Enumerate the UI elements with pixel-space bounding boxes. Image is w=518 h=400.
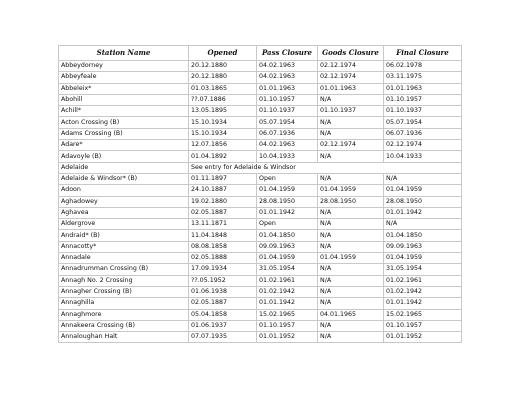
see-entry-note: See entry for Adelaide & Windsor bbox=[189, 162, 462, 173]
pass-closure-cell: 01.02.1961 bbox=[257, 275, 318, 286]
opened-cell: 01.06.1937 bbox=[189, 320, 257, 331]
station-name-cell: Annakeera Crossing (B) bbox=[59, 320, 189, 331]
opened-cell: 15.10.1934 bbox=[189, 117, 257, 128]
header-station-name: Station Name bbox=[59, 46, 189, 61]
station-name-cell: Aghavea bbox=[59, 207, 189, 218]
opened-cell: 08.08.1858 bbox=[189, 241, 257, 252]
goods-closure-cell: 02.12.1974 bbox=[318, 72, 384, 83]
final-closure-cell: 01.01.1963 bbox=[384, 83, 462, 94]
table-row bbox=[59, 128, 462, 139]
final-closure-cell: 01.10.1937 bbox=[384, 106, 462, 117]
station-name-cell: Annagher Crossing (B) bbox=[59, 286, 189, 297]
final-closure-cell: 01.02.1942 bbox=[384, 286, 462, 297]
station-name-cell: Adavoyle (B) bbox=[59, 151, 189, 162]
goods-closure-cell: 02.12.1974 bbox=[318, 140, 384, 151]
station-name-cell: Annacotty* bbox=[59, 241, 189, 252]
station-name-cell: Abohill bbox=[59, 94, 189, 105]
table-row bbox=[59, 196, 462, 207]
opened-cell: 19.02.1880 bbox=[189, 196, 257, 207]
station-name-cell: Annaghmore bbox=[59, 309, 189, 320]
table-row bbox=[59, 286, 462, 297]
pass-closure-cell: 01.04.1959 bbox=[257, 185, 318, 196]
pass-closure-cell: 04.02.1963 bbox=[257, 72, 318, 83]
station-name-cell: Aghadowey bbox=[59, 196, 189, 207]
goods-closure-cell: 01.04.1959 bbox=[318, 185, 384, 196]
pass-closure-cell: 04.02.1963 bbox=[257, 140, 318, 151]
pass-closure-cell: Open bbox=[257, 173, 318, 184]
table-row bbox=[59, 207, 462, 218]
station-name-cell: Annaghilla bbox=[59, 298, 189, 309]
opened-cell: 20.12.1880 bbox=[189, 72, 257, 83]
final-closure-cell: 06.02.1978 bbox=[384, 61, 462, 72]
final-closure-cell: 01.04.1850 bbox=[384, 230, 462, 241]
table-row bbox=[59, 219, 462, 230]
goods-closure-cell: N/A bbox=[318, 219, 384, 230]
table-row bbox=[59, 241, 462, 252]
table-row bbox=[59, 275, 462, 286]
final-closure-cell: N/A bbox=[384, 219, 462, 230]
final-closure-cell: 09.09.1963 bbox=[384, 241, 462, 252]
station-table-page bbox=[58, 45, 461, 343]
table-row bbox=[59, 94, 462, 105]
goods-closure-cell: N/A bbox=[318, 117, 384, 128]
pass-closure-cell: 04.02.1963 bbox=[257, 61, 318, 72]
final-closure-cell: 01.01.1942 bbox=[384, 298, 462, 309]
table-row bbox=[59, 173, 462, 184]
station-name-cell: Annagh No. 2 Crossing bbox=[59, 275, 189, 286]
opened-cell: 05.04.1858 bbox=[189, 309, 257, 320]
opened-cell: 24.10.1887 bbox=[189, 185, 257, 196]
pass-closure-cell: 31.05.1954 bbox=[257, 264, 318, 275]
goods-closure-cell: 01.10.1937 bbox=[318, 106, 384, 117]
opened-cell: 12.07.1856 bbox=[189, 140, 257, 151]
station-name-cell: Adoon bbox=[59, 185, 189, 196]
opened-cell: 02.05.1888 bbox=[189, 253, 257, 264]
station-name-cell: Annadale bbox=[59, 253, 189, 264]
goods-closure-cell: N/A bbox=[318, 264, 384, 275]
table-row bbox=[59, 61, 462, 72]
station-name-cell: Achill* bbox=[59, 106, 189, 117]
table-row bbox=[59, 106, 462, 117]
opened-cell: ??.07.1886 bbox=[189, 94, 257, 105]
opened-cell: 07.07.1935 bbox=[189, 332, 257, 343]
final-closure-cell: 01.10.1957 bbox=[384, 320, 462, 331]
station-name-cell: Adare* bbox=[59, 140, 189, 151]
final-closure-cell: 31.05.1954 bbox=[384, 264, 462, 275]
pass-closure-cell: 01.10.1937 bbox=[257, 106, 318, 117]
opened-cell: 01.04.1892 bbox=[189, 151, 257, 162]
table-body bbox=[59, 61, 462, 343]
goods-closure-cell: N/A bbox=[318, 94, 384, 105]
station-name-cell: Aldergrove bbox=[59, 219, 189, 230]
final-closure-cell: 06.07.1936 bbox=[384, 128, 462, 139]
table-row bbox=[59, 264, 462, 275]
station-name-cell: Abbeyfeale bbox=[59, 72, 189, 83]
opened-cell: 11.04.1848 bbox=[189, 230, 257, 241]
goods-closure-cell: N/A bbox=[318, 173, 384, 184]
table-row bbox=[59, 298, 462, 309]
goods-closure-cell: N/A bbox=[318, 275, 384, 286]
opened-cell: 02.05.1887 bbox=[189, 298, 257, 309]
goods-closure-cell: 04.01.1965 bbox=[318, 309, 384, 320]
opened-cell: 17.09.1934 bbox=[189, 264, 257, 275]
final-closure-cell: N/A bbox=[384, 173, 462, 184]
goods-closure-cell: N/A bbox=[318, 320, 384, 331]
goods-closure-cell: N/A bbox=[318, 207, 384, 218]
goods-closure-cell: N/A bbox=[318, 286, 384, 297]
pass-closure-cell: 06.07.1936 bbox=[257, 128, 318, 139]
table-row bbox=[59, 320, 462, 331]
pass-closure-cell: 01.02.1942 bbox=[257, 286, 318, 297]
station-name-cell: Acton Crossing (B) bbox=[59, 117, 189, 128]
opened-cell: ??.05.1952 bbox=[189, 275, 257, 286]
goods-closure-cell: 01.01.1963 bbox=[318, 83, 384, 94]
table-row bbox=[59, 72, 462, 83]
table-row bbox=[59, 185, 462, 196]
station-name-cell: Adelaide & Windsor* (B) bbox=[59, 173, 189, 184]
table-row bbox=[59, 117, 462, 128]
opened-cell: 13.11.1871 bbox=[189, 219, 257, 230]
table-row bbox=[59, 332, 462, 343]
table-row bbox=[59, 140, 462, 151]
pass-closure-cell: 15.02.1965 bbox=[257, 309, 318, 320]
table-row bbox=[59, 253, 462, 264]
final-closure-cell: 03.11.1975 bbox=[384, 72, 462, 83]
pass-closure-cell: 01.01.1963 bbox=[257, 83, 318, 94]
goods-closure-cell: 28.08.1950 bbox=[318, 196, 384, 207]
final-closure-cell: 01.04.1959 bbox=[384, 185, 462, 196]
goods-closure-cell: N/A bbox=[318, 332, 384, 343]
final-closure-cell: 05.07.1954 bbox=[384, 117, 462, 128]
final-closure-cell: 28.08.1950 bbox=[384, 196, 462, 207]
opened-cell: 15.10.1934 bbox=[189, 128, 257, 139]
pass-closure-cell: 01.01.1942 bbox=[257, 298, 318, 309]
pass-closure-cell: Open bbox=[257, 219, 318, 230]
opened-cell: 01.06.1938 bbox=[189, 286, 257, 297]
table-row bbox=[59, 230, 462, 241]
pass-closure-cell: 05.07.1954 bbox=[257, 117, 318, 128]
goods-closure-cell: N/A bbox=[318, 128, 384, 139]
pass-closure-cell: 10.04.1933 bbox=[257, 151, 318, 162]
station-name-cell: Abbeydorney bbox=[59, 61, 189, 72]
goods-closure-cell: N/A bbox=[318, 241, 384, 252]
goods-closure-cell: 01.04.1959 bbox=[318, 253, 384, 264]
header-goods-closure: Goods Closure bbox=[318, 46, 384, 61]
table-header-row bbox=[59, 46, 462, 61]
station-name-cell: Andraid* (B) bbox=[59, 230, 189, 241]
pass-closure-cell: 28.08.1950 bbox=[257, 196, 318, 207]
goods-closure-cell: N/A bbox=[318, 230, 384, 241]
goods-closure-cell: 02.12.1974 bbox=[318, 61, 384, 72]
pass-closure-cell: 01.04.1959 bbox=[257, 253, 318, 264]
pass-closure-cell: 01.10.1957 bbox=[257, 320, 318, 331]
opened-cell: 01.11.1897 bbox=[189, 173, 257, 184]
goods-closure-cell: N/A bbox=[318, 298, 384, 309]
header-final-closure: Final Closure bbox=[384, 46, 462, 61]
final-closure-cell: 02.12.1974 bbox=[384, 140, 462, 151]
goods-closure-cell: N/A bbox=[318, 151, 384, 162]
final-closure-cell: 15.02.1965 bbox=[384, 309, 462, 320]
opened-cell: 13.05.1895 bbox=[189, 106, 257, 117]
station-name-cell: Abbeleix* bbox=[59, 83, 189, 94]
pass-closure-cell: 01.01.1942 bbox=[257, 207, 318, 218]
opened-cell: 02.05.1887 bbox=[189, 207, 257, 218]
table-row bbox=[59, 151, 462, 162]
final-closure-cell: 01.04.1959 bbox=[384, 253, 462, 264]
final-closure-cell: 01.02.1961 bbox=[384, 275, 462, 286]
station-name-cell: Annadrumman Crossing (B) bbox=[59, 264, 189, 275]
header-opened: Opened bbox=[189, 46, 257, 61]
table-row bbox=[59, 83, 462, 94]
final-closure-cell: 01.01.1952 bbox=[384, 332, 462, 343]
table-row bbox=[59, 309, 462, 320]
pass-closure-cell: 01.04.1850 bbox=[257, 230, 318, 241]
final-closure-cell: 01.01.1942 bbox=[384, 207, 462, 218]
station-name-cell: Annaloughan Halt bbox=[59, 332, 189, 343]
final-closure-cell: 01.10.1957 bbox=[384, 94, 462, 105]
table-row bbox=[59, 162, 462, 173]
station-name-cell: Adams Crossing (B) bbox=[59, 128, 189, 139]
pass-closure-cell: 01.01.1952 bbox=[257, 332, 318, 343]
pass-closure-cell: 01.10.1957 bbox=[257, 94, 318, 105]
opened-cell: 20.12.1880 bbox=[189, 61, 257, 72]
final-closure-cell: 10.04.1933 bbox=[384, 151, 462, 162]
station-name-cell: Adelaide bbox=[59, 162, 189, 173]
header-pass-closure: Pass Closure bbox=[257, 46, 318, 61]
station-closure-table bbox=[58, 45, 462, 343]
pass-closure-cell: 09.09.1963 bbox=[257, 241, 318, 252]
opened-cell: 01.03.1865 bbox=[189, 83, 257, 94]
